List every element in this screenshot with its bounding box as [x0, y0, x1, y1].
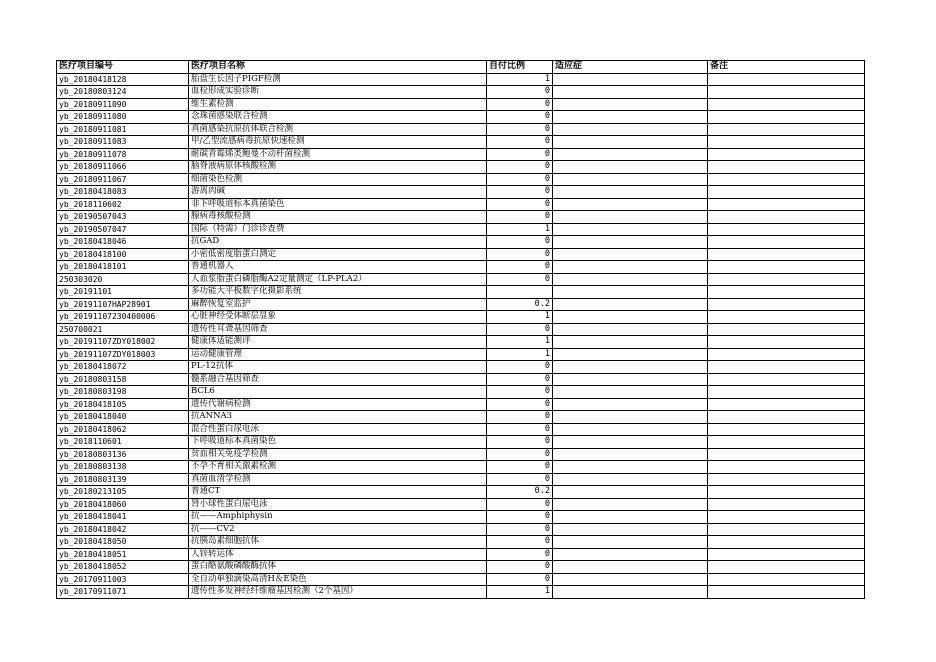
- indication-cell[interactable]: [553, 161, 708, 174]
- note-cell[interactable]: [708, 386, 865, 399]
- ratio-cell[interactable]: 1: [487, 311, 553, 324]
- ratio-cell[interactable]: 0: [487, 273, 553, 286]
- note-cell[interactable]: [708, 161, 865, 174]
- note-cell[interactable]: [708, 148, 865, 161]
- name-cell[interactable]: 心脏神经受体断层显象: [189, 311, 487, 324]
- ratio-cell[interactable]: 0: [487, 398, 553, 411]
- indication-cell[interactable]: [553, 211, 708, 224]
- table-row: [57, 298, 865, 311]
- table-row: [57, 498, 865, 511]
- indication-cell[interactable]: [553, 323, 708, 336]
- note-cell[interactable]: [708, 573, 865, 586]
- ratio-cell[interactable]: 0: [487, 386, 553, 399]
- name-cell[interactable]: 非下呼吸道标本真菌染色: [189, 198, 487, 211]
- ratio-cell[interactable]: 0: [487, 173, 553, 186]
- indication-cell[interactable]: [553, 298, 708, 311]
- name-cell[interactable]: 下呼吸道标本真菌染色: [189, 436, 487, 449]
- ratio-cell[interactable]: 0: [487, 548, 553, 561]
- code-cell[interactable]: yb_20191107230400006: [57, 311, 189, 324]
- name-cell[interactable]: 念珠菌感染联合检测: [189, 111, 487, 124]
- code-cell[interactable]: yb_20180418060: [57, 498, 189, 511]
- ratio-cell[interactable]: 1: [487, 73, 553, 86]
- name-cell[interactable]: 细菌染色检测: [189, 173, 487, 186]
- ratio-cell[interactable]: 0: [487, 511, 553, 524]
- code-cell[interactable]: yb_2018110602: [57, 198, 189, 211]
- ratio-cell[interactable]: 0: [487, 461, 553, 474]
- name-cell[interactable]: 肾小球性蛋白尿电泳: [189, 498, 487, 511]
- ratio-cell[interactable]: 1: [487, 586, 553, 599]
- indication-cell[interactable]: [553, 586, 708, 599]
- table-row: [57, 386, 865, 399]
- note-cell[interactable]: [708, 561, 865, 574]
- indication-cell[interactable]: [553, 73, 708, 86]
- table-row: [57, 173, 865, 186]
- code-cell[interactable]: yb_20191107HAP28901: [57, 298, 189, 311]
- table-row: [57, 186, 865, 199]
- ratio-cell[interactable]: 0: [487, 198, 553, 211]
- ratio-cell[interactable]: 0: [487, 523, 553, 536]
- header-code[interactable]: 医疗项目编号: [57, 61, 189, 74]
- ratio-cell[interactable]: [487, 286, 553, 299]
- name-cell[interactable]: 贫血相关免疫学检测: [189, 448, 487, 461]
- ratio-cell[interactable]: 0: [487, 161, 553, 174]
- note-cell[interactable]: [708, 261, 865, 274]
- table-body: [57, 73, 865, 598]
- header-indication[interactable]: 适应症: [553, 61, 708, 74]
- note-cell[interactable]: [708, 186, 865, 199]
- table-row: [57, 361, 865, 374]
- note-cell[interactable]: [708, 311, 865, 324]
- ratio-cell[interactable]: 0: [487, 423, 553, 436]
- ratio-cell[interactable]: 0: [487, 473, 553, 486]
- indication-cell[interactable]: [553, 123, 708, 136]
- code-cell[interactable]: yb_20170911003: [57, 573, 189, 586]
- indication-cell[interactable]: [553, 148, 708, 161]
- note-cell[interactable]: [708, 286, 865, 299]
- name-cell[interactable]: 运动健康管理: [189, 348, 487, 361]
- indication-cell[interactable]: [553, 386, 708, 399]
- indication-cell[interactable]: [553, 361, 708, 374]
- code-cell[interactable]: yb_20180911066: [57, 161, 189, 174]
- name-cell[interactable]: 多功能大平板数字化摄影系统: [189, 286, 487, 299]
- indication-cell[interactable]: [553, 398, 708, 411]
- indication-cell[interactable]: [553, 423, 708, 436]
- table-row: [57, 398, 865, 411]
- note-cell[interactable]: [708, 523, 865, 536]
- code-cell[interactable]: yb_20191107ZDY018003: [57, 348, 189, 361]
- ratio-cell[interactable]: 0: [487, 98, 553, 111]
- note-cell[interactable]: [708, 248, 865, 261]
- table-row: [57, 473, 865, 486]
- code-cell[interactable]: yb_20180418101: [57, 261, 189, 274]
- code-cell[interactable]: yb_20180803136: [57, 448, 189, 461]
- code-cell[interactable]: yb_20180911090: [57, 98, 189, 111]
- name-cell[interactable]: 全自动单独滴染高清H＆E染色: [189, 573, 487, 586]
- table-row: [57, 161, 865, 174]
- ratio-cell[interactable]: 0: [487, 136, 553, 149]
- note-cell[interactable]: [708, 498, 865, 511]
- note-cell[interactable]: [708, 298, 865, 311]
- ratio-cell[interactable]: 0: [487, 536, 553, 549]
- table-row: [57, 436, 865, 449]
- table-row: [57, 536, 865, 549]
- table-row: [57, 286, 865, 299]
- name-cell[interactable]: 人锌转运体: [189, 548, 487, 561]
- note-cell[interactable]: [708, 348, 865, 361]
- ratio-cell[interactable]: 0: [487, 123, 553, 136]
- name-cell[interactable]: 抗ANNA3: [189, 411, 487, 424]
- indication-cell[interactable]: [553, 111, 708, 124]
- code-cell[interactable]: yb_20170911071: [57, 586, 189, 599]
- ratio-cell[interactable]: 0: [487, 236, 553, 249]
- indication-cell[interactable]: [553, 236, 708, 249]
- code-cell[interactable]: yb_20180911067: [57, 173, 189, 186]
- ratio-cell[interactable]: 0: [487, 261, 553, 274]
- ratio-cell[interactable]: 0: [487, 86, 553, 99]
- header-ratio[interactable]: 自付比例: [487, 61, 553, 74]
- indication-cell[interactable]: [553, 348, 708, 361]
- table-row: [57, 523, 865, 536]
- code-cell[interactable]: 250303020: [57, 273, 189, 286]
- indication-cell[interactable]: [553, 261, 708, 274]
- indication-cell[interactable]: [553, 286, 708, 299]
- table-row: [57, 373, 865, 386]
- code-cell[interactable]: yb_20190507047: [57, 223, 189, 236]
- code-cell[interactable]: yb_20180418083: [57, 186, 189, 199]
- table-row: [57, 248, 865, 261]
- name-cell[interactable]: 血栓形成实验诊断: [189, 86, 487, 99]
- indication-cell[interactable]: [553, 336, 708, 349]
- ratio-cell[interactable]: 0.2: [487, 298, 553, 311]
- note-cell[interactable]: [708, 336, 865, 349]
- code-cell[interactable]: yb_20180213105: [57, 486, 189, 499]
- table-row: [57, 448, 865, 461]
- code-cell[interactable]: yb_20180418046: [57, 236, 189, 249]
- note-cell[interactable]: [708, 411, 865, 424]
- ratio-cell[interactable]: 0: [487, 361, 553, 374]
- indication-cell[interactable]: [553, 436, 708, 449]
- note-cell[interactable]: [708, 86, 865, 99]
- note-cell[interactable]: [708, 398, 865, 411]
- indication-cell[interactable]: [553, 223, 708, 236]
- header-row: [57, 61, 865, 74]
- ratio-cell[interactable]: 0: [487, 111, 553, 124]
- code-cell[interactable]: yb_20180418042: [57, 523, 189, 536]
- code-cell[interactable]: 250700021: [57, 323, 189, 336]
- table-row: [57, 123, 865, 136]
- code-cell[interactable]: yb_20190507043: [57, 211, 189, 224]
- ratio-cell[interactable]: 0: [487, 448, 553, 461]
- note-cell[interactable]: [708, 361, 865, 374]
- name-cell[interactable]: 真菌血清学检测: [189, 473, 487, 486]
- header-name[interactable]: 医疗项目名称: [189, 61, 487, 74]
- note-cell[interactable]: [708, 536, 865, 549]
- name-cell[interactable]: 遗传性耳聋基因筛查: [189, 323, 487, 336]
- note-cell[interactable]: [708, 273, 865, 286]
- name-cell[interactable]: 蛋白酪氨酸磷酸酶抗体: [189, 561, 487, 574]
- table-row: [57, 111, 865, 124]
- medical-items-table: [56, 60, 865, 599]
- table-row: [57, 273, 865, 286]
- ratio-cell[interactable]: 0: [487, 436, 553, 449]
- indication-cell[interactable]: [553, 548, 708, 561]
- table-row: [57, 211, 865, 224]
- note-cell[interactable]: [708, 461, 865, 474]
- indication-cell[interactable]: [553, 98, 708, 111]
- name-cell[interactable]: 髓系融合基因筛查: [189, 373, 487, 386]
- code-cell[interactable]: yb_20180911081: [57, 123, 189, 136]
- name-cell[interactable]: 抗GAD: [189, 236, 487, 249]
- table-row: [57, 348, 865, 361]
- code-cell[interactable]: yb_20180418100: [57, 248, 189, 261]
- note-cell[interactable]: [708, 236, 865, 249]
- note-cell[interactable]: [708, 98, 865, 111]
- name-cell[interactable]: 健康体适能测评: [189, 336, 487, 349]
- indication-cell[interactable]: [553, 173, 708, 186]
- table-row: [57, 73, 865, 86]
- code-cell[interactable]: yb_2018110601: [57, 436, 189, 449]
- note-cell[interactable]: [708, 473, 865, 486]
- code-cell[interactable]: yb_20180803138: [57, 461, 189, 474]
- code-cell[interactable]: yb_20180803158: [57, 373, 189, 386]
- name-cell[interactable]: 游离肉碱: [189, 186, 487, 199]
- code-cell[interactable]: yb_20180418052: [57, 561, 189, 574]
- name-cell[interactable]: 胎盘生长因子PIGF检测: [189, 73, 487, 86]
- code-cell[interactable]: yb_20191107ZDY018002: [57, 336, 189, 349]
- note-cell[interactable]: [708, 73, 865, 86]
- indication-cell[interactable]: [553, 311, 708, 324]
- indication-cell[interactable]: [553, 248, 708, 261]
- table-row: [57, 198, 865, 211]
- note-cell[interactable]: [708, 136, 865, 149]
- ratio-cell[interactable]: 0: [487, 248, 553, 261]
- ratio-cell[interactable]: 0: [487, 411, 553, 424]
- indication-cell[interactable]: [553, 411, 708, 424]
- ratio-cell[interactable]: 0: [487, 373, 553, 386]
- indication-cell[interactable]: [553, 273, 708, 286]
- note-cell[interactable]: [708, 373, 865, 386]
- code-cell[interactable]: yb_20180803139: [57, 473, 189, 486]
- name-cell[interactable]: 抗胰岛素细胞抗体: [189, 536, 487, 549]
- indication-cell[interactable]: [553, 486, 708, 499]
- indication-cell[interactable]: [553, 511, 708, 524]
- table-row: [57, 423, 865, 436]
- note-cell[interactable]: [708, 211, 865, 224]
- indication-cell[interactable]: [553, 461, 708, 474]
- indication-cell[interactable]: [553, 198, 708, 211]
- table-row: [57, 561, 865, 574]
- ratio-cell[interactable]: 0: [487, 148, 553, 161]
- ratio-cell[interactable]: 0: [487, 323, 553, 336]
- header-note[interactable]: 备注: [708, 61, 865, 74]
- note-cell[interactable]: [708, 198, 865, 211]
- name-cell[interactable]: 遗传代谢病检测: [189, 398, 487, 411]
- table-row: [57, 223, 865, 236]
- name-cell[interactable]: 普通机器人: [189, 261, 487, 274]
- table-row: [57, 461, 865, 474]
- table-row: [57, 486, 865, 499]
- note-cell[interactable]: [708, 123, 865, 136]
- name-cell[interactable]: 国际（特需）门诊诊查费: [189, 223, 487, 236]
- name-cell[interactable]: 人血浆脂蛋白磷脂酶A2定量测定（LP-PLA2）: [189, 273, 487, 286]
- table-row: [57, 336, 865, 349]
- code-cell[interactable]: yb_20180418062: [57, 423, 189, 436]
- table-row: [57, 261, 865, 274]
- note-cell[interactable]: [708, 511, 865, 524]
- table-row: [57, 323, 865, 336]
- note-cell[interactable]: [708, 548, 865, 561]
- indication-cell[interactable]: [553, 448, 708, 461]
- code-cell[interactable]: yb_20180418105: [57, 398, 189, 411]
- name-cell[interactable]: 脑脊液病原体核酸检测: [189, 161, 487, 174]
- ratio-cell[interactable]: 0: [487, 573, 553, 586]
- code-cell[interactable]: yb_20180911083: [57, 136, 189, 149]
- name-cell[interactable]: 耐碳青霉烯类鲍曼不动杆菌检测: [189, 148, 487, 161]
- ratio-cell[interactable]: 0: [487, 561, 553, 574]
- table-row: [57, 311, 865, 324]
- name-cell[interactable]: 麻醉恢复室监护: [189, 298, 487, 311]
- name-cell[interactable]: 抗——Amphiphysin: [189, 511, 487, 524]
- indication-cell[interactable]: [553, 373, 708, 386]
- note-cell[interactable]: [708, 423, 865, 436]
- name-cell[interactable]: 腺病毒核酸检测: [189, 211, 487, 224]
- code-cell[interactable]: yb_20191101: [57, 286, 189, 299]
- table-row: [57, 148, 865, 161]
- indication-cell[interactable]: [553, 573, 708, 586]
- name-cell[interactable]: 维生素检测: [189, 98, 487, 111]
- ratio-cell[interactable]: 1: [487, 348, 553, 361]
- indication-cell[interactable]: [553, 186, 708, 199]
- note-cell[interactable]: [708, 223, 865, 236]
- code-cell[interactable]: yb_20180418128: [57, 73, 189, 86]
- name-cell[interactable]: 不孕不育相关激素检测: [189, 461, 487, 474]
- code-cell[interactable]: yb_20180418041: [57, 511, 189, 524]
- code-cell[interactable]: yb_20180418072: [57, 361, 189, 374]
- ratio-cell[interactable]: 1: [487, 336, 553, 349]
- table-row: [57, 236, 865, 249]
- note-cell[interactable]: [708, 323, 865, 336]
- code-cell[interactable]: yb_20180418051: [57, 548, 189, 561]
- name-cell[interactable]: PL-12抗体: [189, 361, 487, 374]
- ratio-cell[interactable]: 0: [487, 498, 553, 511]
- indication-cell[interactable]: [553, 561, 708, 574]
- table-row: [57, 86, 865, 99]
- name-cell[interactable]: 普通CT: [189, 486, 487, 499]
- indication-cell[interactable]: [553, 473, 708, 486]
- table-row: [57, 136, 865, 149]
- ratio-cell[interactable]: 0: [487, 211, 553, 224]
- table-row: [57, 511, 865, 524]
- name-cell[interactable]: 小密低密度脂蛋白测定: [189, 248, 487, 261]
- table-row: [57, 548, 865, 561]
- indication-cell[interactable]: [553, 498, 708, 511]
- ratio-cell[interactable]: 0: [487, 186, 553, 199]
- code-cell[interactable]: yb_20180418040: [57, 411, 189, 424]
- note-cell[interactable]: [708, 436, 865, 449]
- table-row: [57, 573, 865, 586]
- table-row: [57, 586, 865, 599]
- ratio-cell[interactable]: 1: [487, 223, 553, 236]
- indication-cell[interactable]: [553, 86, 708, 99]
- note-cell[interactable]: [708, 111, 865, 124]
- note-cell[interactable]: [708, 173, 865, 186]
- name-cell[interactable]: 抗——CV2: [189, 523, 487, 536]
- indication-cell[interactable]: [553, 523, 708, 536]
- table-row: [57, 411, 865, 424]
- name-cell[interactable]: 遗传性多发神经纤维瘤基因检测（2个基因）: [189, 586, 487, 599]
- indication-cell[interactable]: [553, 536, 708, 549]
- code-cell[interactable]: yb_20180803198: [57, 386, 189, 399]
- code-cell[interactable]: yb_20180911078: [57, 148, 189, 161]
- ratio-cell[interactable]: 0.2: [487, 486, 553, 499]
- indication-cell[interactable]: [553, 136, 708, 149]
- name-cell[interactable]: 混合性蛋白尿电泳: [189, 423, 487, 436]
- note-cell[interactable]: [708, 486, 865, 499]
- name-cell[interactable]: 真菌感染抗原抗体联合检测: [189, 123, 487, 136]
- note-cell[interactable]: [708, 586, 865, 599]
- note-cell[interactable]: [708, 448, 865, 461]
- table-row: [57, 98, 865, 111]
- code-cell[interactable]: yb_20180418050: [57, 536, 189, 549]
- name-cell[interactable]: 甲/乙型流感病毒抗原快速检测: [189, 136, 487, 149]
- code-cell[interactable]: yb_20180803124: [57, 86, 189, 99]
- code-cell[interactable]: yb_20180911080: [57, 111, 189, 124]
- name-cell[interactable]: BCL6: [189, 386, 487, 399]
